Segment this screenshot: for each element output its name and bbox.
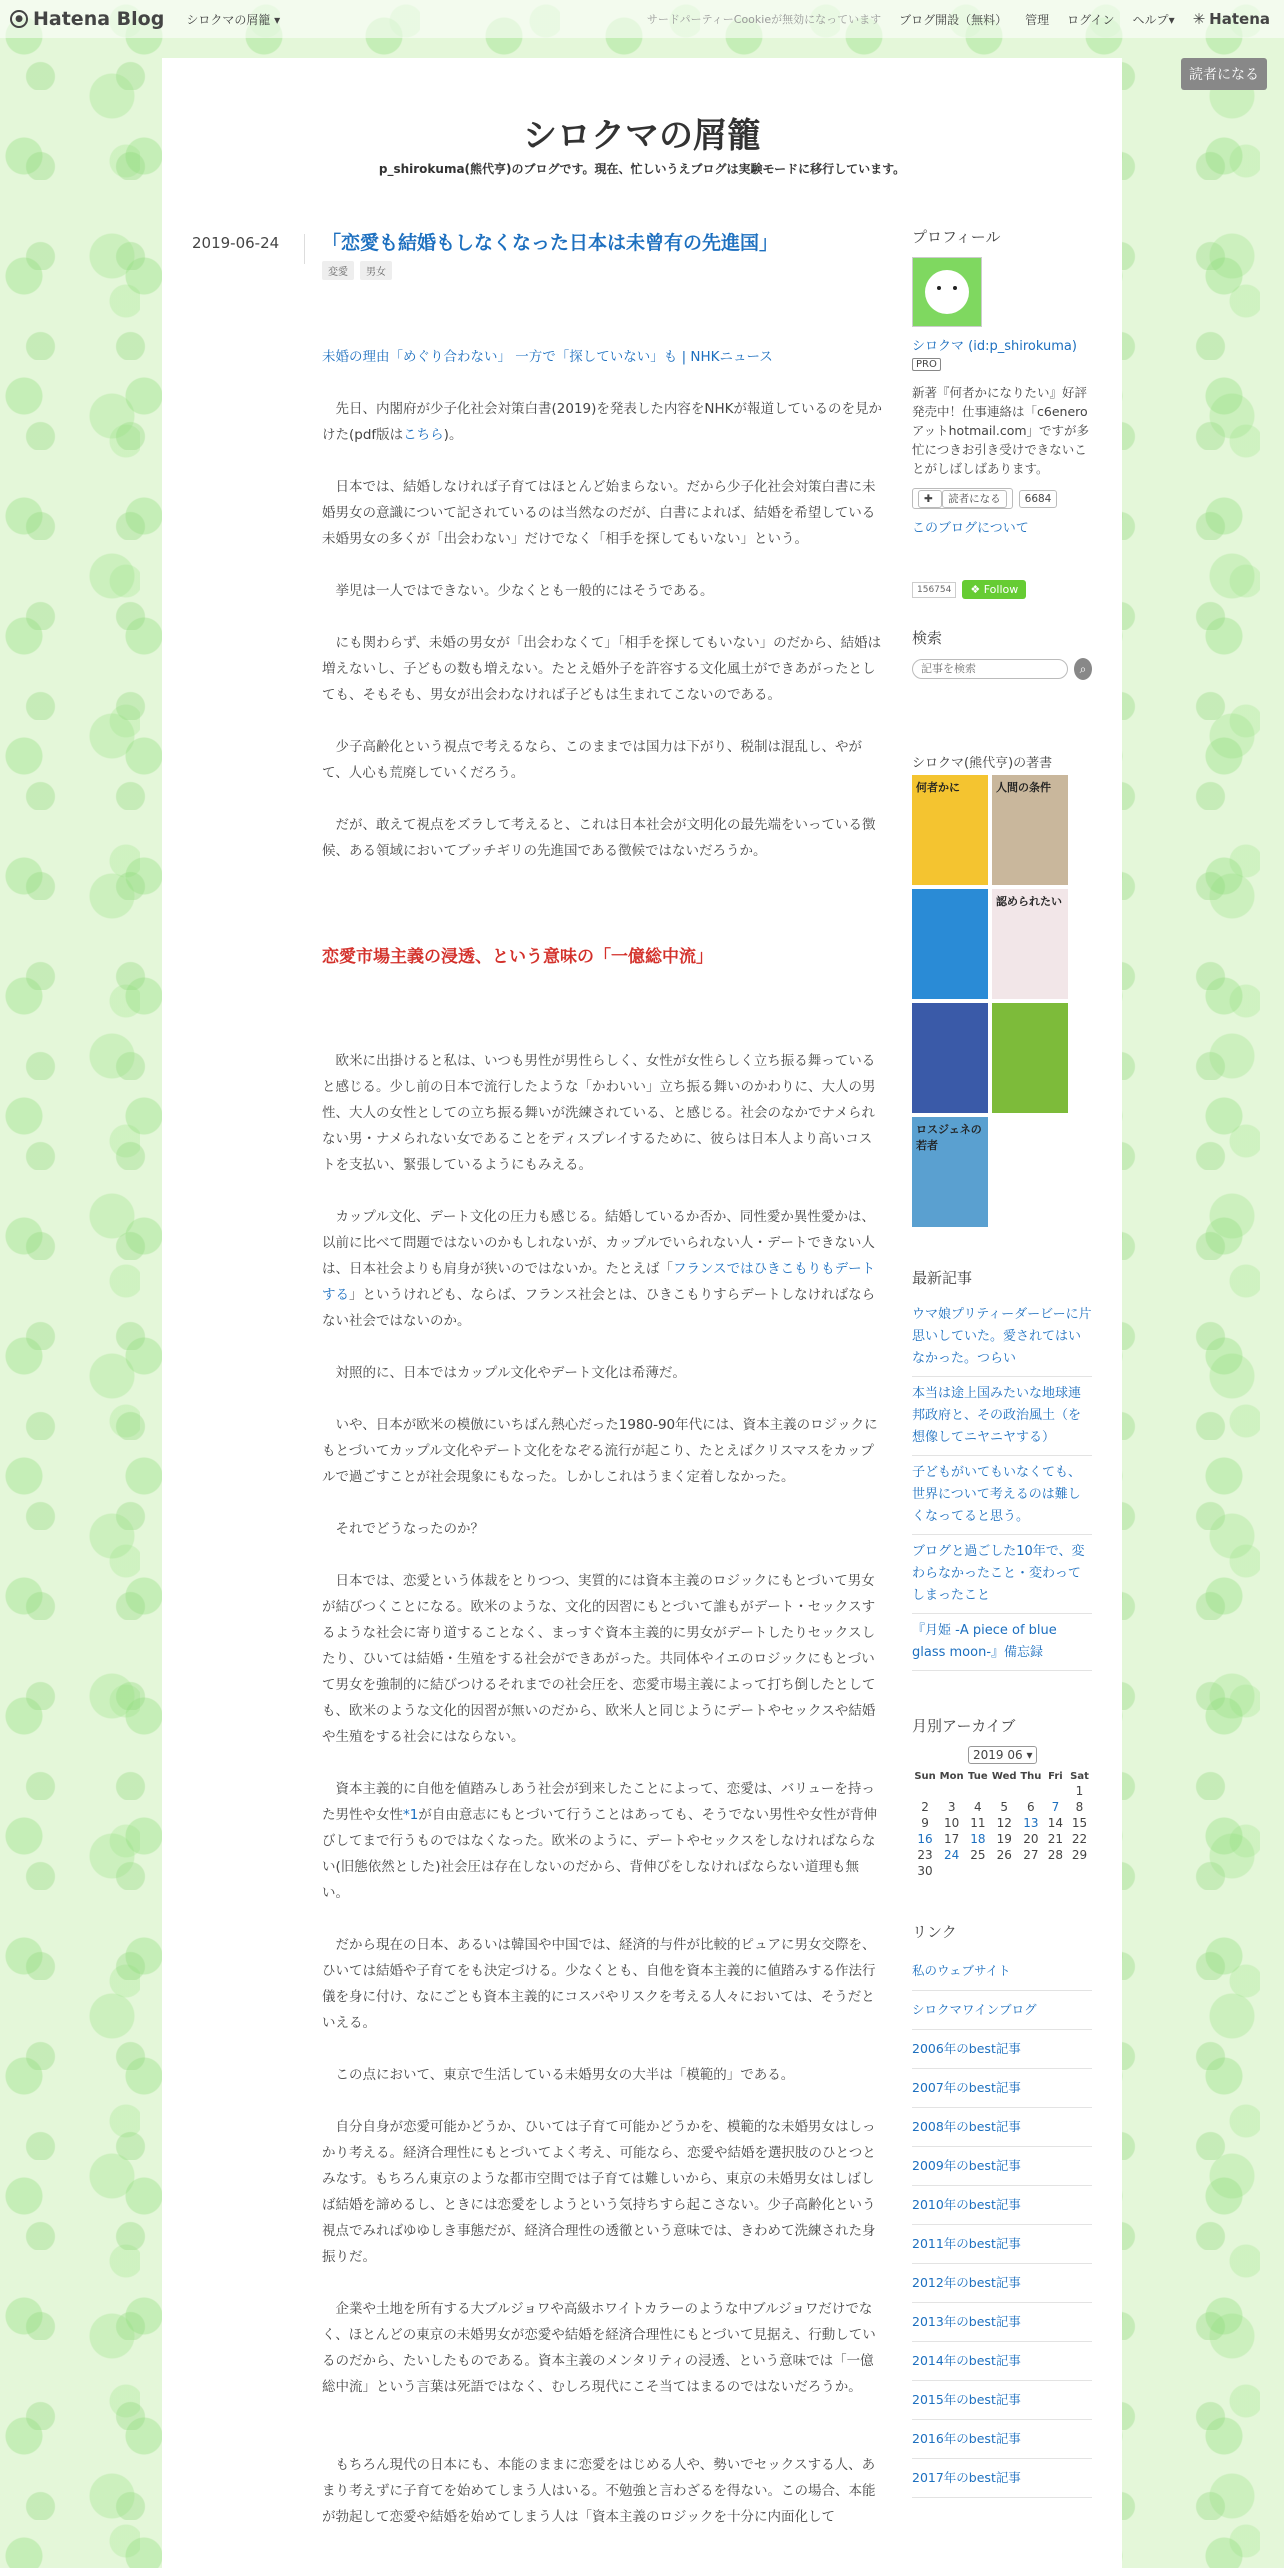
books-module	[912, 752, 1092, 1227]
pro-badge: PRO	[912, 358, 941, 371]
sidebar-link[interactable]: 2009年のbest記事	[912, 2147, 1092, 2186]
weekday-header: Wed	[991, 1771, 1017, 1782]
paragraph: それでどうなったのか？	[335, 1521, 484, 1537]
links-module	[912, 1921, 1092, 2498]
recent-entry-link[interactable]: ブログと過ごした10年で、変わらなかったこと・変わってしまったこと	[912, 1535, 1092, 1614]
profile-name-link[interactable]: シロクマ (id:p_shirokuma)	[912, 339, 1077, 354]
calendar-day[interactable]: 18	[970, 1832, 986, 1846]
follow-label: Follow	[983, 583, 1019, 596]
sidebar-link[interactable]: 2011年のbest記事	[912, 2225, 1092, 2264]
sidebar-link[interactable]: 私のウェブサイト	[912, 1952, 1092, 1991]
paragraph: にも関わらず、未婚の男女が「出会わなくて」「相手を探してもいない」のだから、結婚は増えないし、子どもの数も増えない。たとえ婚外子を許容する文化風土ができあがったとしても、そもそも、男女が出会わなければ子どもは生まれてこないのである。	[322, 635, 882, 703]
help-label: ヘルプ	[1132, 12, 1169, 27]
paragraph: 少子高齢化という視点で考えるなら、このままでは国力は下がり、税制は混乱し、やがて、人心も荒廃していくだろう。	[322, 739, 862, 781]
login-link[interactable]: ログイン	[1067, 12, 1115, 27]
paragraph: 挙児は一人ではできない。少なくとも一般的にはそうである。	[335, 583, 714, 599]
calendar-day	[1018, 1783, 1044, 1799]
archive-month-select[interactable]	[968, 1746, 1037, 1764]
weekday-header: Tue	[968, 1771, 988, 1782]
calendar-day: 8	[1075, 1800, 1084, 1814]
book-cover[interactable]: ロスジェネの若者	[912, 1117, 988, 1227]
archive-calendar	[912, 1770, 1092, 1879]
sidebar	[912, 226, 1092, 2498]
text: 」というけれども、ならば、フランス社会とは、ひきこもりすらデートしなければならない社会ではないのか。	[322, 1287, 876, 1329]
paragraph: 対照的に、日本ではカップル文化やデート文化は希薄だ。	[335, 1365, 686, 1381]
paragraph: この点において、東京で生活している未婚男女の大半は「模範的」である。	[335, 2067, 795, 2083]
feedly-icon: ❖	[970, 583, 984, 596]
calendar-day: 2	[921, 1800, 929, 1814]
plus-icon: ✚	[918, 490, 942, 508]
footnote-link[interactable]: *1	[403, 1807, 419, 1823]
calendar-day[interactable]: 13	[1023, 1816, 1039, 1830]
hatena-star-icon: ✳	[1192, 10, 1206, 28]
recent-heading: 最新記事	[912, 1269, 973, 1287]
calendar-day: 4	[974, 1800, 982, 1814]
blog-menu-label: シロクマの屑籠	[186, 12, 271, 27]
calendar-day: 15	[1071, 1816, 1088, 1830]
paragraph: 欧米に出掛けると私は、いつも男性が男性らしく、女性が女性らしく立ち振る舞っていると感じる。少し前の日本で流行したような「かわいい」立ち振る舞いのかわりに、大人の男性、大人の女性としての立ち振る舞いが洗練されている、と感じる。社会のなかでナメられない男・ナメられない女であることをディスプレイするために、彼らは日本人より高いコストを支払い、緊張しているようにもみえる。	[322, 1053, 876, 1173]
sidebar-link[interactable]: 2008年のbest記事	[912, 2108, 1092, 2147]
calendar-day: 25	[970, 1848, 986, 1862]
entry-body	[322, 344, 884, 2530]
calendar-day[interactable]: 24	[944, 1848, 960, 1862]
calendar-day	[991, 1783, 1018, 1799]
calendar-day	[1018, 1863, 1044, 1879]
recent-entry-link[interactable]: ウマ娘プリティーダービーに片思いしていた。愛されてはいなかった。つらい	[912, 1298, 1092, 1377]
chevron-down-icon: ▾	[1168, 12, 1175, 27]
calendar-day	[1044, 1783, 1067, 1799]
blog-title[interactable]: シロクマの屑籠	[523, 116, 761, 156]
help-menu[interactable]	[1133, 11, 1175, 28]
archive-module	[912, 1715, 1092, 1879]
sidebar-link[interactable]: 2012年のbest記事	[912, 2264, 1092, 2303]
france-hikikomori-link[interactable]: フランスではひきこもりもデートする	[322, 1261, 876, 1303]
follow-count[interactable]: 156754	[912, 582, 956, 598]
search-module	[912, 627, 1092, 680]
paragraph: 日本では、恋愛という体裁をとりつつ、実質的には資本主義のロジックにもとづいて男女が結びつくことになる。欧米のような、文化的因習にもとづいて誰もがデート・セックスするような社会に寄り道することなく、まっすぐ資本主義的に男女がデートしたりセックスしたり、ひいては結婚・生殖をする社会ができあがった。共同体やイエのロジックにもとづいて男女を強制的に結びつけるそれまでの社会圧を、恋愛市場主義によって打ち倒したとしても、欧米のような文化的因習が無いのだから、欧米人と同じようにデートやセックスや結婚や生殖をする社会にはならない。	[322, 1573, 876, 1745]
paragraph	[322, 396, 884, 448]
sidebar-link[interactable]: 2014年のbest記事	[912, 2342, 1092, 2381]
calendar-day: 21	[1047, 1832, 1064, 1846]
calendar-day: 11	[970, 1816, 986, 1830]
calendar-day: 19	[996, 1832, 1012, 1846]
sidebar-link[interactable]: 2007年のbest記事	[912, 2069, 1092, 2108]
search-input[interactable]	[912, 659, 1068, 679]
text: 資本主義的に自他を値踏みしあう社会が到来したことによって、恋愛は、バリューを持った男性や女性	[322, 1781, 875, 1823]
calendar-day: 28	[1047, 1848, 1064, 1862]
chevron-down-icon: ▾	[274, 12, 281, 27]
paragraph: 企業や土地を所有する大ブルジョワや高級ホワイトカラーのような中ブルジョワだけでなく、ほとんどの東京の未婚男女が恋愛や結婚を経済合理性にもとづいて見据え、行動しているのだから、たいしたものである。資本主義のメンタリティの浸透、という意味では「一億総中流」という言葉は死語ではなく、むしろ現代にこそ当てはまるのではないだろうか。	[322, 2301, 876, 2395]
calendar-day: 3	[947, 1800, 956, 1814]
blog-description: p_shirokuma(熊代亨)のブログです。現在、忙しいうえブログは実験モードに移行しています。	[378, 162, 906, 176]
archive-month-value: 2019 06	[973, 1748, 1023, 1762]
reader-count[interactable]: 6684	[1019, 490, 1058, 508]
third-party-cookie-notice[interactable]: サードパーティーCookieが無効になっています	[646, 13, 882, 26]
book-cover[interactable]: 人間の条件	[992, 775, 1068, 885]
calendar-day	[965, 1783, 990, 1799]
calendar-day: 27	[1023, 1848, 1039, 1862]
calendar-day: 14	[1047, 1816, 1064, 1830]
calendar-day: 30	[917, 1864, 933, 1878]
search-heading: 検索	[912, 629, 943, 647]
paragraph: だから現在の日本、あるいは韓国や中国では、経済的与件が比較的ピュアに男女交際を、ひいては結婚や子育てをも決定づける。少なくとも、自他を資本主義的に値踏みする作法行儀を身に付け、なにごとも資本主義的にコスパやリスクを考える人々においては、そうだといえる。	[322, 1937, 876, 2031]
hatena-logo-icon: ●	[10, 10, 28, 28]
calendar-day[interactable]: 7	[1051, 1800, 1060, 1814]
logo-text: Hatena Blog	[33, 8, 165, 30]
calendar-day: 22	[1071, 1832, 1088, 1846]
books-heading: シロクマ(熊代亨)の著書	[912, 756, 1053, 771]
weekday-header: Sun	[914, 1771, 936, 1782]
calendar-day: 5	[1000, 1800, 1009, 1814]
global-header	[0, 0, 1284, 38]
calendar-day	[991, 1863, 1018, 1879]
sidebar-link[interactable]: 2017年のbest記事	[912, 2459, 1092, 2498]
entry-date[interactable]: 2019-06-24	[192, 234, 305, 264]
paragraph: 自分自身が恋愛可能かどうか、ひいては子育て可能かどうかを、模範的な未婚男女はしっかり考える。経済合理性にもとづいてよく考え、可能なら、恋愛や結婚を選択肢のひとつとみなす。もちろん東京のような都市空間では子育ては難しいから、東京の未婚男女はしばしば結婚を諦めるし、ときには恋愛をしようという気持ちすら起こさない。少子高齢化という視点でみればゆゆしき事態だが、経済合理性の透徹という意味では、きわめて洗練された身振りだ。	[322, 2119, 876, 2265]
calendar-day	[1044, 1863, 1067, 1879]
paragraph	[322, 1204, 884, 1334]
blog-menu[interactable]	[186, 11, 280, 28]
subscribe-small-label: 読者になる	[942, 490, 1007, 508]
subscribe-small-button[interactable]	[912, 488, 1013, 509]
chevron-down-icon: ▾	[1026, 1748, 1033, 1762]
sidebar-link[interactable]: 2013年のbest記事	[912, 2303, 1092, 2342]
subscribe-button[interactable]: 読者になる	[1181, 58, 1267, 90]
links-heading: リンク	[912, 1923, 957, 1941]
calendar-day: 12	[996, 1816, 1012, 1830]
weekday-header: Mon	[939, 1771, 964, 1782]
paragraph: だが、敢えて視点をズラして考えると、これは日本社会が文明化の最先端をいっている徴候、ある領域においてブッチギリの先進国である徴候ではないだろうか。	[322, 817, 876, 859]
text: 先日、内閣府が少子化社会対策白書(2019)を発表した内容をNHKが報道しているのを見かけた(pdf版は	[322, 401, 882, 443]
book-cover[interactable]	[912, 1003, 988, 1113]
weekday-header: Thu	[1020, 1771, 1042, 1782]
admin-link[interactable]: 管理	[1025, 12, 1050, 27]
recent-module	[912, 1267, 1092, 1671]
paragraph	[322, 1776, 884, 1906]
follow-button[interactable]	[962, 580, 1026, 599]
paragraph: いや、日本が欧米の模倣にいちばん熱心だった1980-90年代には、資本主義のロジックにもとづいてカップル文化やデート文化をなぞる流行が起こり、たとえばクリスマスをカップルで過ごすことが社会現象にもなった。しかしこれはうまく定着しなかった。	[322, 1417, 878, 1485]
category-tag[interactable]: 男女	[360, 261, 392, 280]
calendar-day: 17	[944, 1832, 960, 1846]
calendar-day: 29	[1071, 1848, 1088, 1862]
text: カップル文化、デート文化の圧力も感じる。結婚しているか否か、同性愛か異性愛かは、以前に比べて問題ではないのかもしれないが、カップルでいられない人・デートできない人は、日本社会よりも肩身が狭いのではないか。たとえば「	[322, 1209, 875, 1277]
nhk-news-link[interactable]: 未婚の理由「めぐり合わない」 一方で「探していない」も | NHKニュース	[322, 349, 773, 365]
calendar-day: 1	[1075, 1784, 1084, 1798]
calendar-day: 23	[917, 1848, 933, 1862]
calendar-day	[938, 1783, 965, 1799]
book-cover[interactable]: 認められたい	[992, 889, 1068, 999]
weekday-header: Fri	[1048, 1771, 1063, 1782]
recent-entry-link[interactable]: 子どもがいてもいなくても、世界について考えるのは難しくなってると思う。	[912, 1456, 1092, 1535]
recent-entry-link[interactable]: 『月姫 -A piece of blue glass moon-』備忘録	[912, 1614, 1092, 1671]
paragraph: 日本では、結婚しなければ子育てはほとんど始まらない。だから少子化社会対策白書に未婚男女の意識について記されているのは当然なのだが、白書によれば、結婚を希望している未婚男女の多くが「出会わない」だけでなく「相手を探してもいない」という。	[322, 479, 876, 547]
text: )。	[443, 427, 463, 443]
hatena-blog-logo[interactable]	[10, 8, 164, 30]
about-blog-link[interactable]: このブログについて	[912, 521, 1029, 536]
paragraph: もちろん現代の日本にも、本能のままに恋愛をはじめる人や、勢いでセックスする人、あまり考えずに子育てを始めてしまう人はいる。不勉強と言わざるを得ない。この場合、本能が勃起して恋愛や結婚を始めてしまう人は「資本主義のロジックを十分に内面化して	[322, 2457, 876, 2525]
weekday-header: Sat	[1070, 1771, 1089, 1782]
entry-title[interactable]: 「恋愛も結婚もしなくなった日本は未曾有の先進国」	[322, 232, 779, 254]
calendar-day	[965, 1863, 990, 1879]
entry	[322, 228, 884, 2556]
polar-bear-icon	[925, 270, 969, 314]
recent-entry-link[interactable]: 本当は途上国みたいな地球連邦政府と、その政治風土（を想像してニヤニヤする）	[912, 1377, 1092, 1456]
profile-module	[912, 226, 1092, 599]
section-heading: 恋愛市場主義の浸透、という意味の「一億総中流」	[322, 947, 713, 967]
calendar-day: 10	[944, 1816, 960, 1830]
blog-container	[162, 58, 1122, 2568]
sidebar-link[interactable]: 2006年のbest記事	[912, 2030, 1092, 2069]
calendar-day[interactable]: 16	[917, 1832, 933, 1846]
sidebar-link[interactable]: シロクマワインブログ	[912, 1991, 1092, 2030]
calendar-day	[912, 1783, 938, 1799]
calendar-day: 26	[996, 1848, 1012, 1862]
avatar[interactable]	[912, 257, 982, 327]
entry-categories	[322, 261, 884, 280]
book-cover[interactable]: 何者かに	[912, 775, 988, 885]
text: が自由意志にもとづいて行うことはあっても、そうでない男性や女性が背伸びしてまで行うものではなくなった。欧米のように、デートやセックスをしなければならない(旧態依然とした)社会圧は存在しないのだから、背伸びをしなければならない道理も無い。	[322, 1807, 877, 1901]
calendar-day: 9	[921, 1816, 929, 1830]
book-cover[interactable]	[992, 1003, 1068, 1113]
pdf-link[interactable]: こちら	[403, 427, 444, 443]
hatena-label: Hatena	[1209, 10, 1270, 28]
open-blog-link[interactable]: ブログ開設（無料）	[899, 12, 1008, 27]
archive-heading: 月別アーカイブ	[912, 1717, 1016, 1735]
sidebar-link[interactable]: 2015年のbest記事	[912, 2381, 1092, 2420]
calendar-day	[938, 1863, 965, 1879]
search-icon[interactable]: ⌕	[1074, 658, 1092, 680]
profile-description: 新著『何者かになりたい』好評発売中！仕事連絡は「c6eneroアットhotmail.com」ですが多忙につきお引き受けできないことがしばしばあります。	[912, 385, 1090, 476]
calendar-day	[1067, 1863, 1092, 1879]
profile-heading: プロフィール	[912, 228, 1001, 246]
hatena-link[interactable]	[1193, 10, 1270, 28]
calendar-day: 20	[1023, 1832, 1039, 1846]
calendar-day: 6	[1027, 1800, 1035, 1814]
sidebar-link[interactable]: 2010年のbest記事	[912, 2186, 1092, 2225]
sidebar-link[interactable]: 2016年のbest記事	[912, 2420, 1092, 2459]
category-tag[interactable]: 変愛	[322, 261, 354, 280]
book-cover[interactable]	[912, 889, 988, 999]
